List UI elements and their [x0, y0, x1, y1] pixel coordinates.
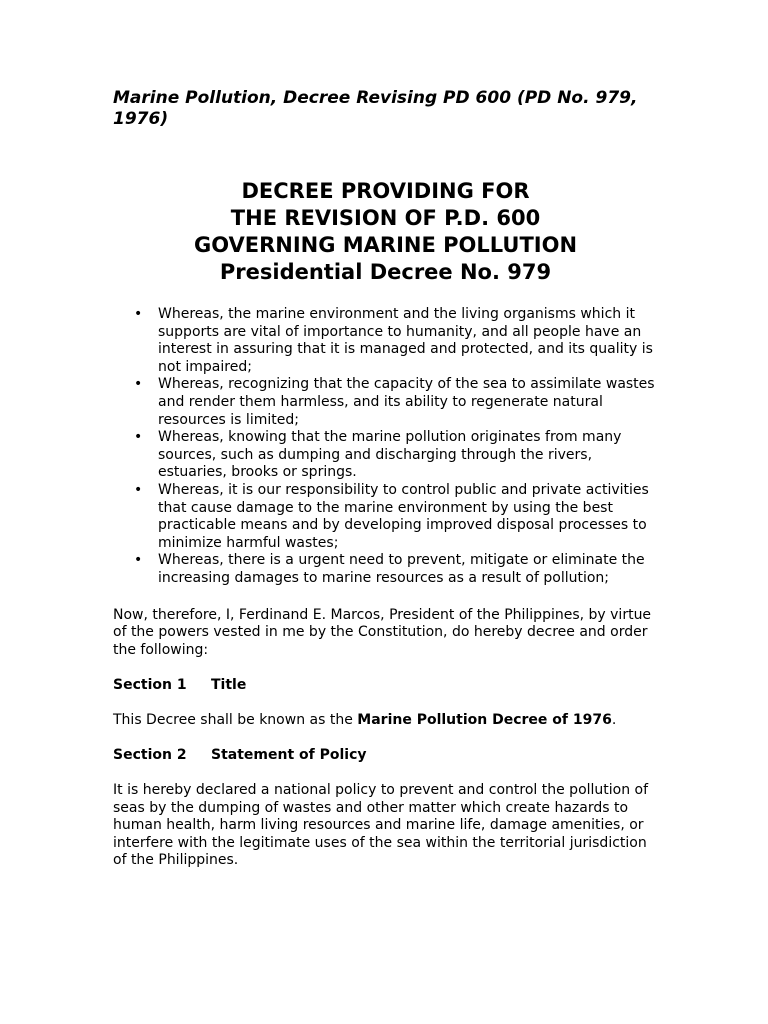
section-2-title: Statement of Policy	[211, 747, 367, 764]
section-1-paragraph	[113, 712, 658, 730]
section-2-heading	[113, 747, 658, 765]
decree-name: Marine Pollution Decree of 1976	[357, 711, 612, 728]
whereas-item: • Whereas, the marine environment and the living organisms which it supports are vital of importance to humanity, and all people have an interest in assuring that it is managed and protected, and its quality is not impaired;	[158, 306, 658, 376]
section-1-text: This Decree shall be known as the	[113, 711, 358, 728]
section-1-heading	[113, 677, 658, 695]
decree-title	[113, 178, 658, 286]
section-2-number: Section 2	[113, 747, 187, 764]
decree-title-line: GOVERNING MARINE POLLUTION	[193, 233, 578, 257]
decree-title-line: DECREE PROVIDING FOR	[241, 179, 530, 203]
now-therefore-paragraph: Now, therefore, I, Ferdinand E. Marcos, President of the Philippines, by virtue of the powers vested in me by the Constitution, do hereby decree and order the following:	[113, 606, 652, 658]
section-2-paragraph: It is hereby declared a national policy to prevent and control the pollution of seas by the dumping of wastes and other matter which create hazards to human health, harm living resources and marine life, damage amenities, or interfere with the legitimate uses of the sea within the territorial jurisdiction of the Philippines.	[113, 782, 649, 869]
whereas-list	[113, 306, 658, 588]
whereas-item: • Whereas, knowing that the marine pollution originates from many sources, such as dumping and discharging through the rivers, estuaries, brooks or springs.	[158, 429, 658, 482]
section-1-title: Title	[211, 677, 247, 694]
document-heading: Marine Pollution, Decree Revising PD 600 (PD No. 979, 1976)	[113, 88, 638, 129]
whereas-item: • Whereas, there is a urgent need to prevent, mitigate or eliminate the increasing damages to marine resources as a result of pollution;	[158, 552, 658, 587]
whereas-item: • Whereas, it is our responsibility to control public and private activities that cause damage to the marine environment by using the best practicable means and by developing improved disposal processes to minimize harmful wastes;	[158, 482, 658, 552]
decree-title-line: Presidential Decree No. 979	[219, 260, 552, 284]
whereas-item: • Whereas, recognizing that the capacity of the sea to assimilate wastes and render them harmless, and its ability to regenerate natural resources is limited;	[158, 376, 658, 429]
section-1-text-end: .	[611, 711, 617, 728]
section-1-number: Section 1	[113, 677, 187, 694]
decree-title-line: THE REVISION OF P.D. 600	[230, 206, 541, 230]
document-page	[113, 88, 658, 870]
